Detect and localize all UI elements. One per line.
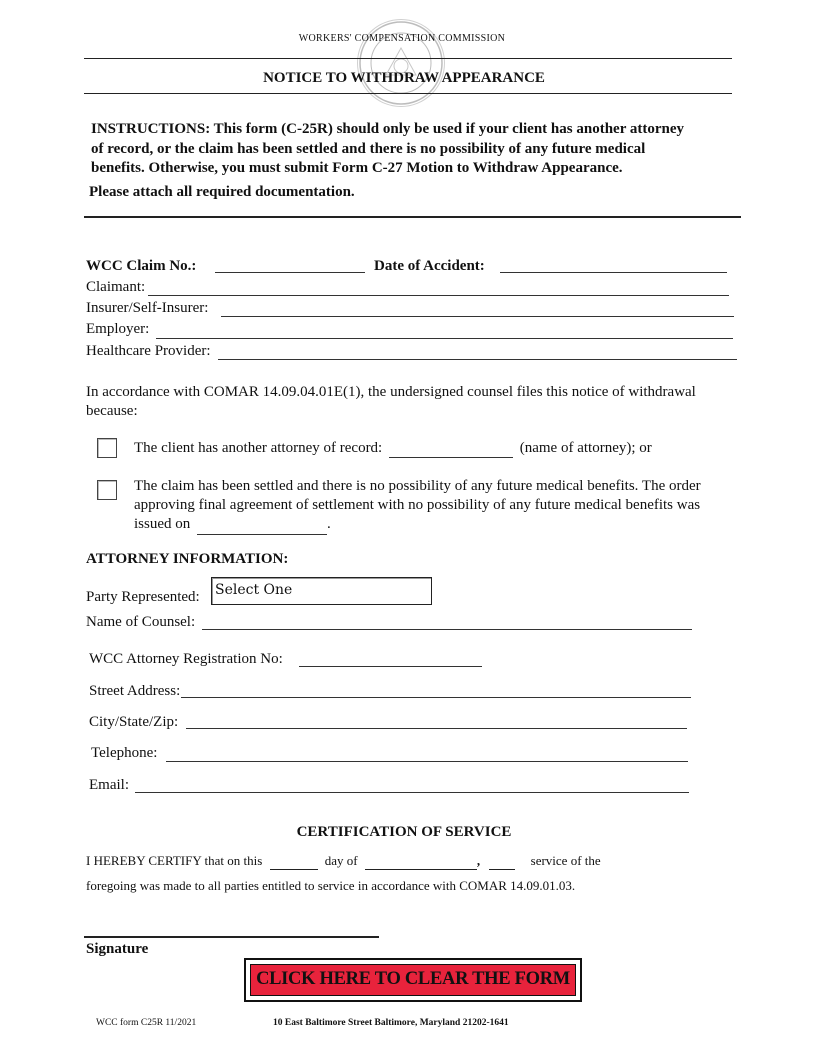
page-title: NOTICE TO WITHDRAW APPEARANCE <box>263 70 545 86</box>
party-represented-value: Select One <box>215 582 293 598</box>
instructions-line: benefits. Otherwise, you must submit Form C-27 Motion to Withdraw Appearance. <box>91 160 623 176</box>
service-of-text: service of the <box>530 853 601 868</box>
option-other-attorney-text: The client has another attorney of record: <box>134 440 383 456</box>
email-field[interactable] <box>135 792 689 793</box>
option-claim-settled-label <box>134 477 701 535</box>
instructions-text <box>91 120 684 179</box>
clear-form-button-label: CLICK HERE TO CLEAR THE FORM <box>256 969 570 989</box>
option-claim-settled-line: The claim has been settled and there is no possibility of any future medical benefits. The order <box>134 478 701 494</box>
comma: , <box>476 853 481 868</box>
registration-no-field[interactable] <box>299 666 482 667</box>
telephone-label: Telephone: <box>91 745 158 761</box>
option-other-attorney-checkbox[interactable] <box>97 438 117 458</box>
party-represented-select[interactable] <box>211 577 432 605</box>
option-other-attorney-suffix: (name of attorney); or <box>519 440 652 456</box>
accordance-line: because: <box>86 403 138 419</box>
healthcare-provider-field[interactable] <box>218 359 737 360</box>
certification-heading: CERTIFICATION OF SERVICE <box>296 824 512 840</box>
city-state-zip-label: City/State/Zip: <box>89 714 179 730</box>
city-state-zip-field[interactable] <box>186 728 687 729</box>
street-address-field[interactable] <box>181 697 691 698</box>
certification-line-2: foregoing was made to all parties entitled to service in accordance with COMAR 14.09.01.03. <box>86 878 576 893</box>
header-rule-bottom <box>84 93 732 94</box>
signature-field[interactable] <box>84 936 379 938</box>
counsel-name-label: Name of Counsel: <box>86 614 196 630</box>
footer-address: 10 East Baltimore Street Baltimore, Maryland 21202-1641 <box>273 1018 509 1028</box>
counsel-name-field[interactable] <box>202 629 692 630</box>
clear-form-button-face <box>250 964 576 996</box>
claim-no-label: WCC Claim No.: <box>86 258 197 274</box>
claim-no-field[interactable] <box>215 272 365 273</box>
attorney-info-heading: ATTORNEY INFORMATION: <box>86 551 289 567</box>
accordance-text <box>86 383 696 421</box>
telephone-field[interactable] <box>166 761 688 762</box>
insurer-label: Insurer/Self-Insurer: <box>86 300 209 316</box>
agency-name: WORKERS' COMPENSATION COMMISSION <box>298 33 506 44</box>
certify-year-field[interactable] <box>489 853 515 870</box>
certify-month-field[interactable] <box>365 853 477 870</box>
option-claim-settled-checkbox[interactable] <box>97 480 117 500</box>
date-of-accident-label: Date of Accident: <box>374 258 485 274</box>
signature-label: Signature <box>86 941 149 957</box>
employer-field[interactable] <box>156 338 733 339</box>
option-other-attorney-label <box>134 440 652 458</box>
certify-text: I HEREBY CERTIFY that on this <box>86 853 263 868</box>
option-claim-settled-line: approving final agreement of settlement with no possibility of any future medical benefits was <box>134 497 701 513</box>
healthcare-provider-label: Healthcare Provider: <box>86 343 211 359</box>
settlement-date-field[interactable] <box>197 515 327 535</box>
registration-no-label: WCC Attorney Registration No: <box>89 651 283 667</box>
clear-form-button[interactable] <box>244 958 582 1002</box>
party-represented-label: Party Represented: <box>86 589 200 605</box>
instructions-line: INSTRUCTIONS: This form (C-25R) should only be used if your client has another attorney <box>91 121 684 137</box>
date-of-accident-field[interactable] <box>500 272 727 273</box>
certify-day-field[interactable] <box>270 853 318 870</box>
claimant-label: Claimant: <box>86 279 146 295</box>
street-address-label: Street Address: <box>89 683 181 699</box>
section-rule <box>84 216 741 218</box>
employer-label: Employer: <box>86 321 150 337</box>
insurer-field[interactable] <box>221 316 734 317</box>
certification-line-1 <box>86 853 601 870</box>
claimant-field[interactable] <box>148 295 729 296</box>
email-label: Email: <box>89 777 129 793</box>
option-claim-settled-line: issued on <box>134 516 191 532</box>
attorney-name-field[interactable] <box>389 440 513 458</box>
instructions-line: of record, or the claim has been settled and there is no possibility of any future medical <box>91 140 646 157</box>
day-of-text: day of <box>324 853 358 868</box>
header-rule-top <box>84 58 732 59</box>
attach-documentation-note: Please attach all required documentation. <box>89 184 355 200</box>
period: . <box>327 516 331 532</box>
form-id: WCC form C25R 11/2021 <box>96 1018 197 1028</box>
accordance-line: In accordance with COMAR 14.09.04.01E(1), the undersigned counsel files this notice of withdrawal <box>86 384 696 400</box>
